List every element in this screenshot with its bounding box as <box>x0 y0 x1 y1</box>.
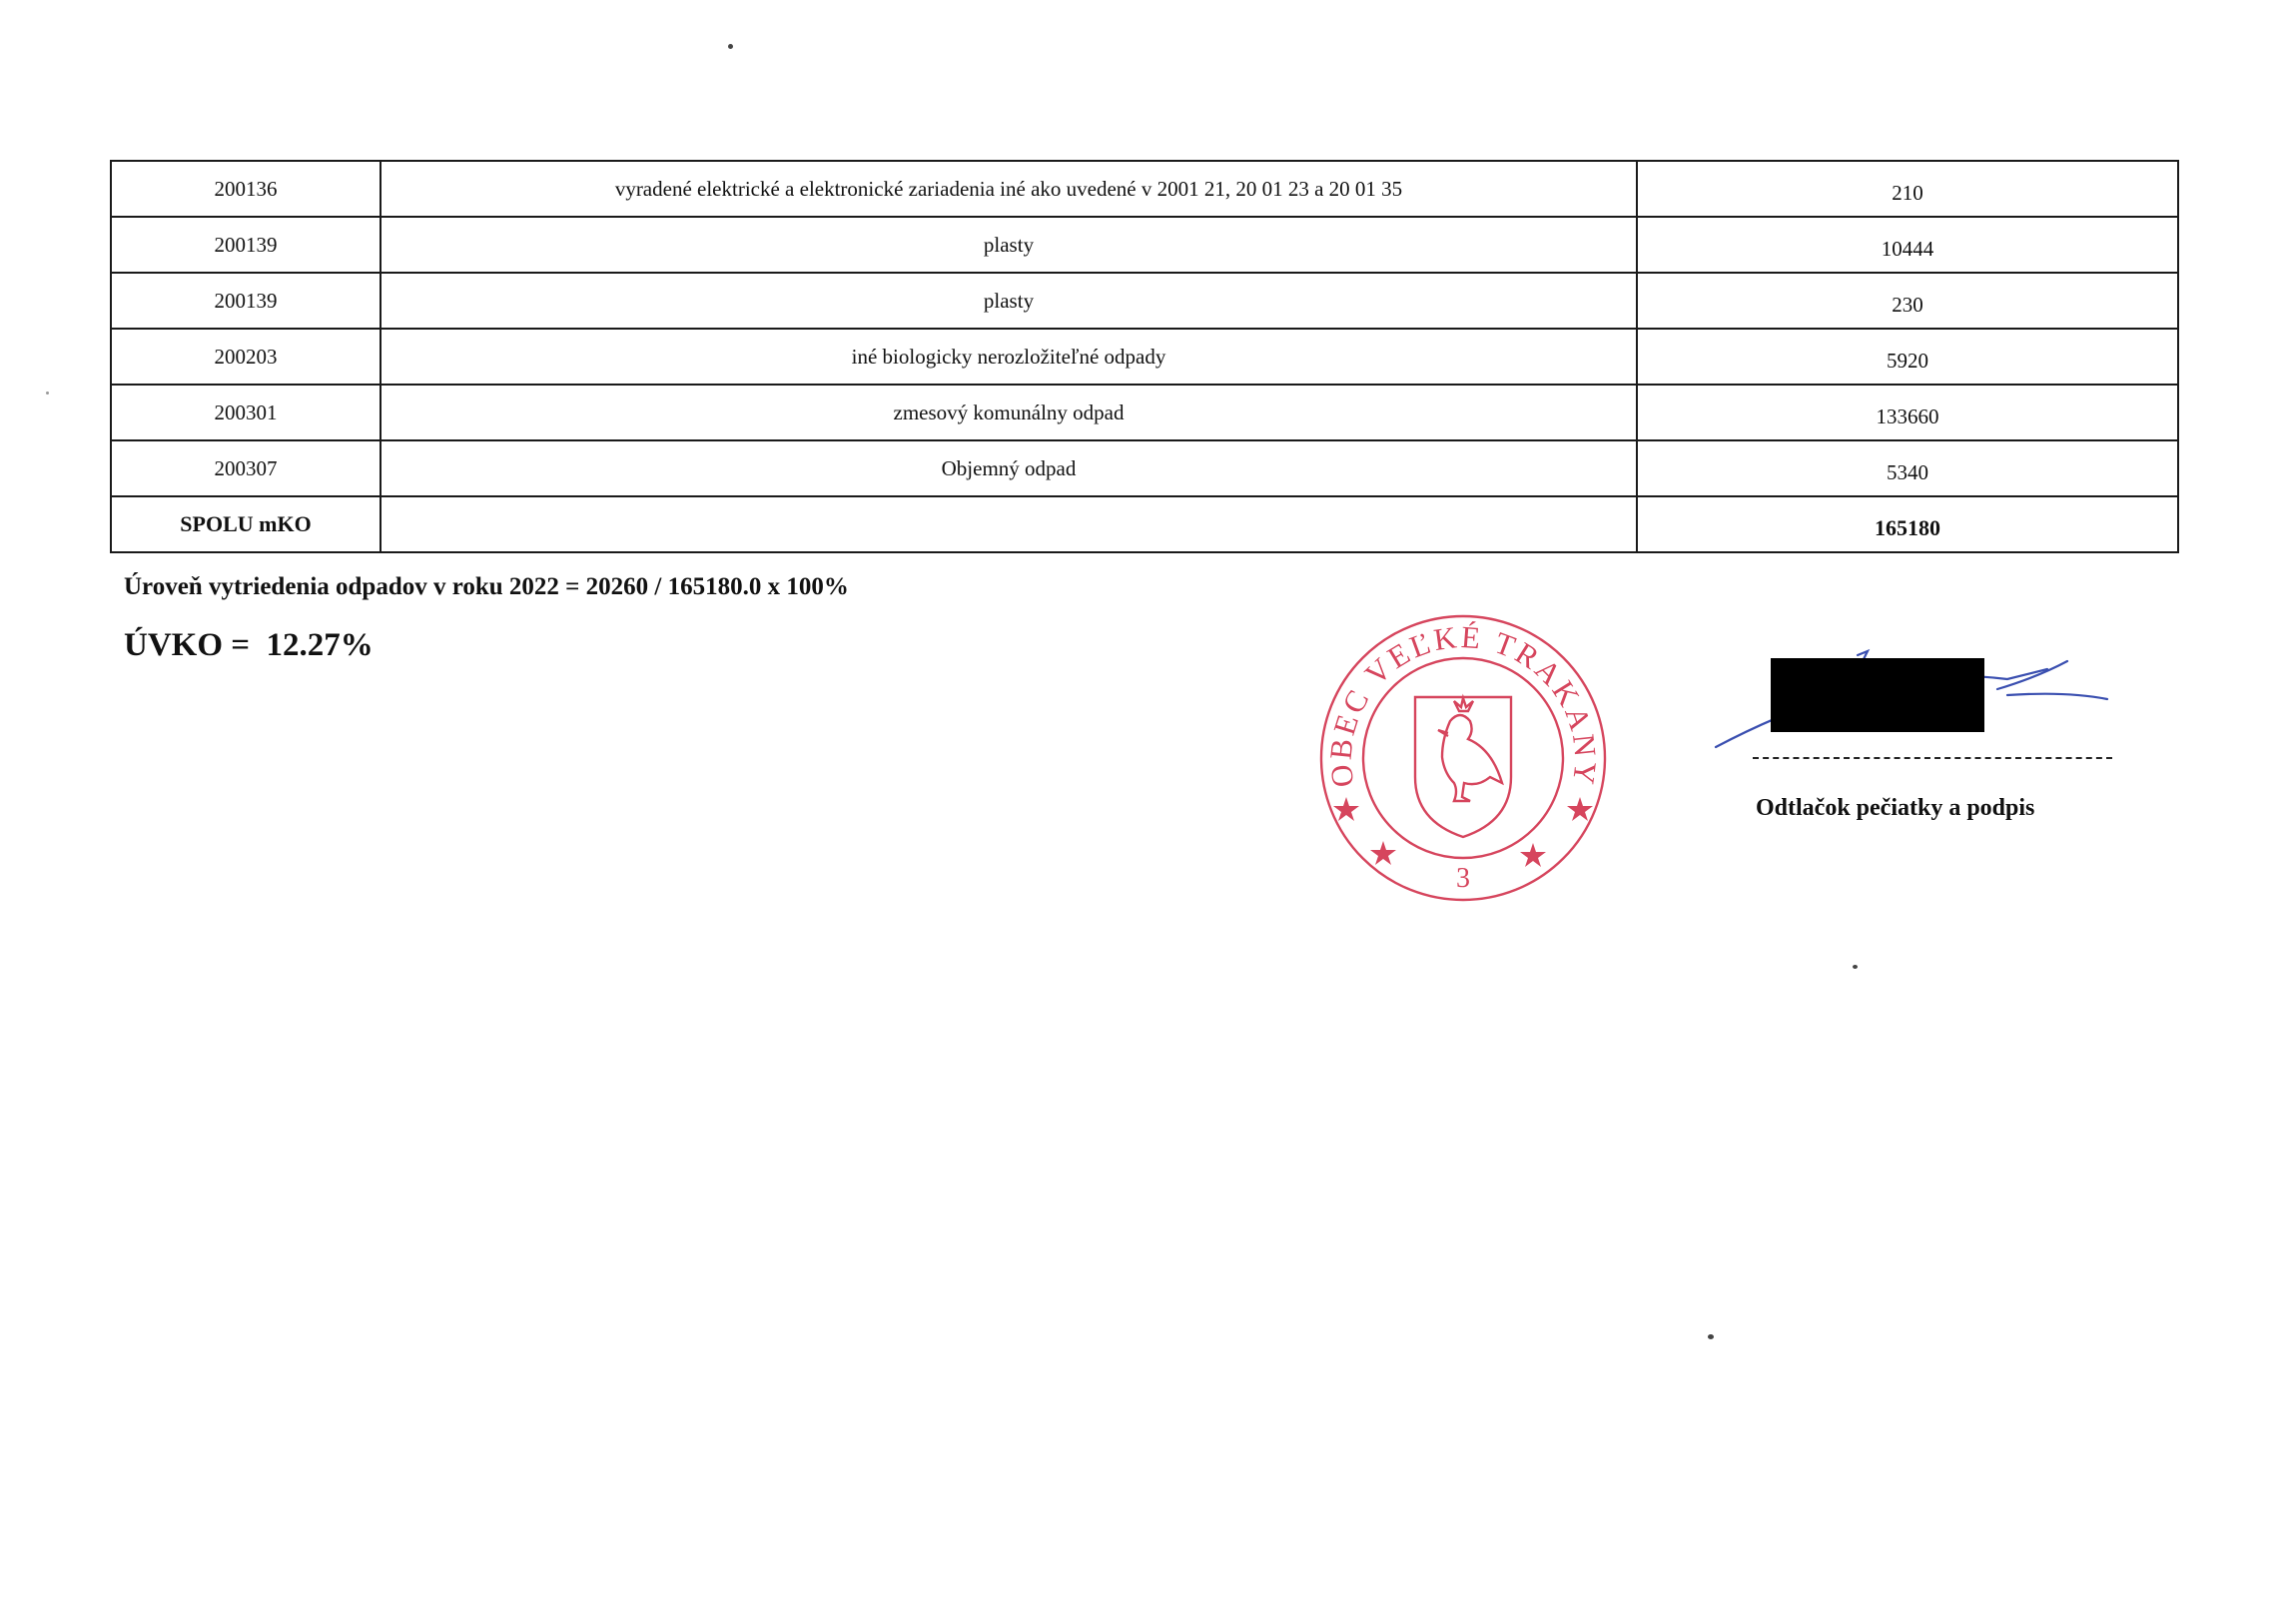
municipal-stamp <box>1316 611 1610 905</box>
total-name <box>381 496 1637 552</box>
star-icon <box>1520 843 1546 867</box>
waste-name: vyradené elektrické a elektronické zariadenia iné ako uvedené v 2001 21, 20 01 23 a 20 01 35 <box>381 161 1637 217</box>
table-row <box>111 329 2178 385</box>
scan-speck <box>46 392 49 395</box>
svg-text:3: 3 <box>1456 863 1470 894</box>
waste-name: Objemný odpad <box>381 440 1637 496</box>
waste-amount: 5340 <box>1637 440 2178 496</box>
waste-name: iné biologicky nerozložiteľné odpady <box>381 329 1637 385</box>
redaction-box <box>1771 658 1984 732</box>
scan-speck <box>1853 965 1858 969</box>
total-row <box>111 496 2178 552</box>
waste-code: 200139 <box>111 217 381 273</box>
total-label: SPOLU mKO <box>111 496 381 552</box>
uvko-result: ÚVKO = 12.27% <box>124 627 374 663</box>
waste-code: 200139 <box>111 273 381 329</box>
star-icon <box>1370 841 1396 865</box>
waste-code: 200307 <box>111 440 381 496</box>
waste-code: 200203 <box>111 329 381 385</box>
sorting-ratio-formula: Úroveň vytriedenia odpadov v roku 2022 = 20260 / 165180.0 x 100% <box>124 573 849 600</box>
table-row <box>111 440 2178 496</box>
table-row <box>111 217 2178 273</box>
waste-name: plasty <box>381 217 1637 273</box>
total-amount: 165180 <box>1637 496 2178 552</box>
scan-speck <box>728 44 733 49</box>
waste-code: 200301 <box>111 385 381 440</box>
waste-amount: 10444 <box>1637 217 2178 273</box>
waste-amount: 210 <box>1637 161 2178 217</box>
star-icon <box>1333 797 1359 821</box>
table-row <box>111 385 2178 440</box>
signature-line <box>1753 757 2112 759</box>
svg-text:OBEC VEĽKÉ TRAKANY: OBEC VEĽKÉ TRAKANY <box>1322 619 1604 790</box>
waste-amount: 230 <box>1637 273 2178 329</box>
signature-caption: Odtlačok pečiatky a podpis <box>1756 795 2035 821</box>
waste-code: 200136 <box>111 161 381 217</box>
table-row <box>111 161 2178 217</box>
waste-name: zmesový komunálny odpad <box>381 385 1637 440</box>
waste-amount: 5920 <box>1637 329 2178 385</box>
signature-area <box>1708 639 2127 839</box>
table-row <box>111 273 2178 329</box>
star-icon <box>1567 797 1593 821</box>
waste-name: plasty <box>381 273 1637 329</box>
waste-table <box>110 160 2179 553</box>
waste-amount: 133660 <box>1637 385 2178 440</box>
scan-speck <box>1708 1334 1714 1339</box>
